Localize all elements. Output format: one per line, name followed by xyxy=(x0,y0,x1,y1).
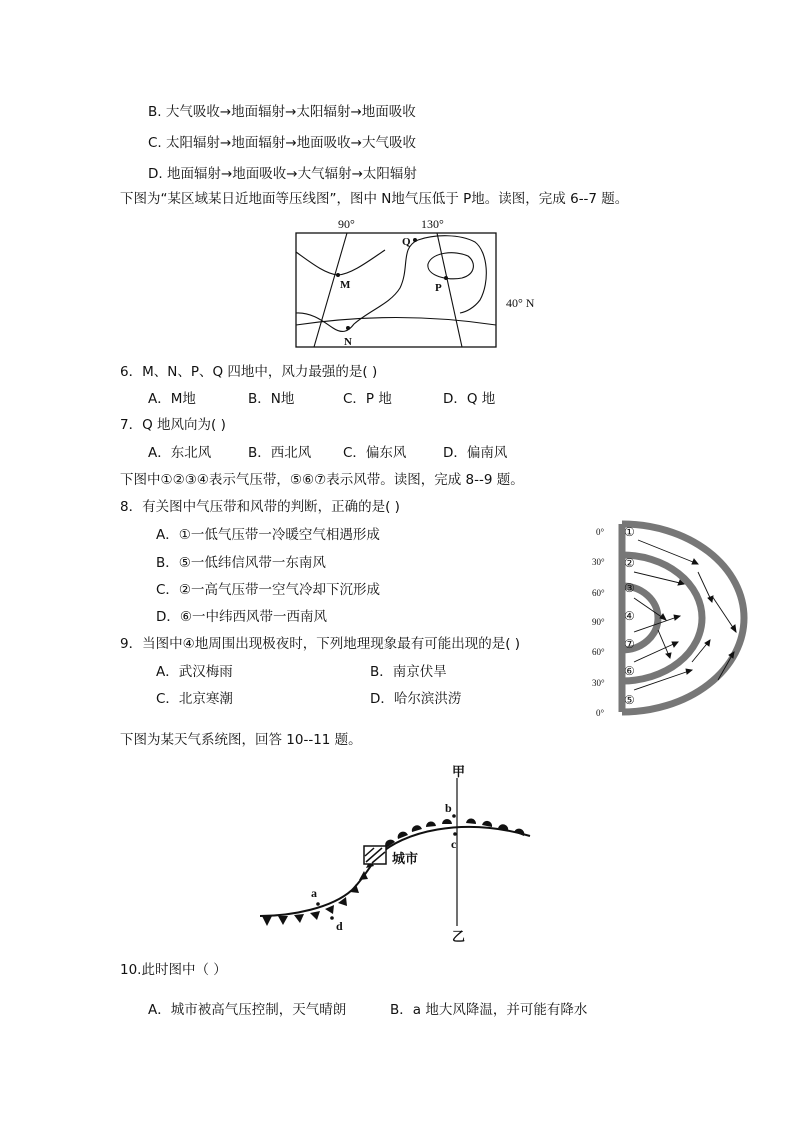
cold-front xyxy=(260,856,378,916)
label-jia: 甲 xyxy=(452,764,466,779)
lat-0-bottom: 0° xyxy=(596,708,605,718)
q9-option-a: A．武汉梅雨 xyxy=(156,664,233,680)
q5-option-d: D. 地面辐射→地面吸收→大气辐射→太阳辐射 xyxy=(148,166,417,182)
q7-option-b: B．西北风 xyxy=(248,445,312,461)
city-label: 城市 xyxy=(392,851,419,866)
label-a: a xyxy=(311,886,317,900)
q9-option-d: D．哈尔滨洪涝 xyxy=(370,691,462,707)
pressure-belt-diagram xyxy=(588,512,758,724)
point-d xyxy=(330,916,334,920)
cold-front-triangles xyxy=(262,860,374,926)
belt-label-5: ⑤ xyxy=(624,693,635,707)
point-q xyxy=(413,238,417,242)
q8-stem: 8．有关图中气压带和风带的判断，正确的是( ) xyxy=(120,499,400,515)
point-b xyxy=(452,814,456,818)
label-m: M xyxy=(340,279,351,291)
label-d: d xyxy=(336,919,343,933)
lat-30-top: 30° xyxy=(592,557,605,567)
isobar-closed xyxy=(428,253,474,279)
q10-option-b: B．a 地大风降温，并可能有降水 xyxy=(390,1002,588,1018)
lat-0-top: 0° xyxy=(596,527,605,537)
q9-stem: 9．当图中④地周围出现极夜时，下列地理现象最有可能出现的是( ) xyxy=(120,636,521,652)
belt-label-3: ③ xyxy=(624,581,635,595)
q9-option-b: B．南京伏旱 xyxy=(370,664,447,680)
q6-stem: 6．M、N、P、Q 四地中，风力最强的是( ) xyxy=(120,364,378,380)
label-c: c xyxy=(451,837,457,851)
q7-option-a: A．东北风 xyxy=(148,445,212,461)
point-p xyxy=(444,276,448,280)
label-q: Q xyxy=(402,236,411,248)
q6-option-b: B．N地 xyxy=(248,391,295,407)
q8-option-b: B．⑤一低纬信风带一东南风 xyxy=(156,555,326,571)
point-n xyxy=(346,326,350,330)
lon-label-90: 90° xyxy=(338,217,355,231)
q9-option-c: C．北京寒潮 xyxy=(156,691,233,707)
q10-stem: 10.此时图中（ ） xyxy=(120,962,227,978)
q5-option-c: C. 太阳辐射→地面辐射→地面吸收→大气吸收 xyxy=(148,135,416,151)
q8-option-d: D．⑥一中纬西风带一西南风 xyxy=(156,609,327,625)
intro-questions-10-11: 下图为某天气系统图，回答 10--11 题。 xyxy=(120,732,362,748)
q8-option-c: C．②一高气压带一空气冷却下沉形成 xyxy=(156,582,381,598)
lat-60-bottom: 60° xyxy=(592,647,605,657)
q7-stem: 7．Q 地风向为( ) xyxy=(120,417,226,433)
belt-label-1: ① xyxy=(624,525,635,539)
belt-label-7: ⑦ xyxy=(624,637,635,651)
q10-option-a: A．城市被高气压控制，天气晴朗 xyxy=(148,1002,347,1018)
q7-option-d: D．偏南风 xyxy=(443,445,508,461)
label-p: P xyxy=(435,282,442,294)
point-m xyxy=(336,273,340,277)
lat-30-bottom: 30° xyxy=(592,678,605,688)
q6-option-a: A．M地 xyxy=(148,391,196,407)
belt-label-6: ⑥ xyxy=(624,664,635,678)
lat-60-top: 60° xyxy=(592,588,605,598)
point-a xyxy=(316,902,320,906)
intro-questions-6-7: 下图为“某区域某日近地面等压线图”，图中 N地气压低于 P地。读图，完成 6--7 题。 xyxy=(120,191,629,207)
belt-label-2: ② xyxy=(624,556,635,570)
q7-option-c: C．偏东风 xyxy=(343,445,407,461)
intro-questions-8-9: 下图中①②③④表示气压带，⑤⑥⑦表示风带。读图，完成 8--9 题。 xyxy=(120,472,524,488)
q6-option-d: D．Q 地 xyxy=(443,391,496,407)
belt-outer xyxy=(622,524,744,712)
lat-90: 90° xyxy=(592,617,605,627)
lon-label-130: 130° xyxy=(421,217,444,231)
label-yi: 乙 xyxy=(452,929,466,944)
lat-label-40n: 40° N xyxy=(506,296,535,310)
label-b: b xyxy=(445,801,452,815)
weather-system-map xyxy=(252,758,542,948)
q5-option-b: B. 大气吸收→地面辐射→太阳辐射→地面吸收 xyxy=(148,104,416,120)
point-c xyxy=(453,832,457,836)
map-frame xyxy=(296,233,496,347)
belt-label-4: ④ xyxy=(624,609,635,623)
q8-option-a: A．①一低气压带一冷暖空气相遇形成 xyxy=(156,527,380,543)
label-n: N xyxy=(344,336,352,348)
isobar-map xyxy=(290,212,550,352)
q6-option-c: C．P 地 xyxy=(343,391,392,407)
